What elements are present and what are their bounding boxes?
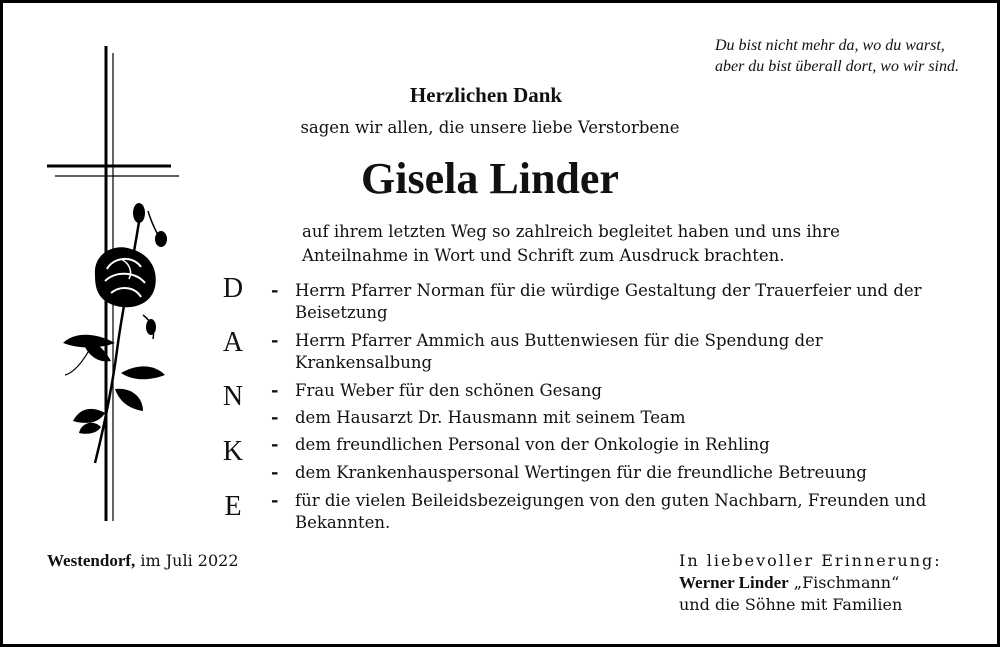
danke-letter: E — [224, 491, 242, 522]
dash-bullet: - — [271, 462, 279, 483]
place-town: Westendorf, — [47, 551, 136, 570]
list-item-text: dem Hausarzt Dr. Hausmann mit seinem Team — [295, 408, 686, 427]
dash-bullet: - — [271, 434, 279, 455]
signature-block — [679, 550, 942, 616]
obituary-card — [3, 3, 997, 644]
dash-bullet: - — [271, 330, 279, 351]
list-item-text: für die vielen Beileidsbezeigungen von den guten Nachbarn, Freunden und Bekannten. — [295, 491, 927, 532]
deceased-name: Gisela Linder — [361, 154, 619, 203]
quote-line-2: aber du bist überall dort, wo wir sind. — [714, 58, 959, 75]
dash-bullet: - — [271, 380, 279, 401]
quote-line-1: Du bist nicht mehr da, wo du warst, — [714, 37, 945, 54]
thanks-heading: Herzlichen Dank — [409, 83, 563, 107]
danke-letter: A — [222, 327, 244, 358]
list-item-text: Frau Weber für den schönen Gesang — [295, 381, 602, 400]
signature-name-line — [679, 572, 942, 594]
signature-nickname: „Fischmann“ — [788, 573, 900, 592]
dash-bullet: - — [271, 280, 279, 301]
thanks-subheading: sagen wir allen, die unsere liebe Verstorbene — [300, 118, 680, 137]
signature-intro: In liebevoller Erinnerung: — [679, 551, 942, 570]
list-item-text: Herrn Pfarrer Ammich aus Buttenwiesen für die Spendung der Krankensalbung — [295, 331, 823, 372]
memorial-quote — [715, 35, 959, 77]
rose-icon — [63, 203, 167, 463]
cross-rose-illustration — [43, 43, 183, 533]
danke-letter: D — [222, 273, 244, 304]
intro-text: auf ihrem letzten Weg so zahlreich begleitet haben und uns ihre Anteilnahme in Wort und Schrift zum Ausdruck brachten. — [302, 222, 840, 265]
place-date-text: im Juli 2022 — [135, 551, 239, 570]
danke-letter: N — [222, 381, 244, 412]
list-item-text: Herrn Pfarrer Norman für die würdige Gestaltung der Trauerfeier und der Beisetzung — [295, 281, 922, 322]
dash-bullet: - — [271, 407, 279, 428]
list-item-text: dem freundlichen Personal von der Onkologie in Rehling — [295, 435, 770, 454]
place-date — [47, 551, 239, 571]
signature-family: und die Söhne mit Familien — [679, 595, 903, 614]
danke-letter: K — [222, 436, 244, 467]
dash-bullet: - — [271, 490, 279, 511]
signature-name: Werner Linder — [679, 573, 789, 592]
list-item-text: dem Krankenhauspersonal Wertingen für die freundliche Betreuung — [295, 463, 867, 482]
